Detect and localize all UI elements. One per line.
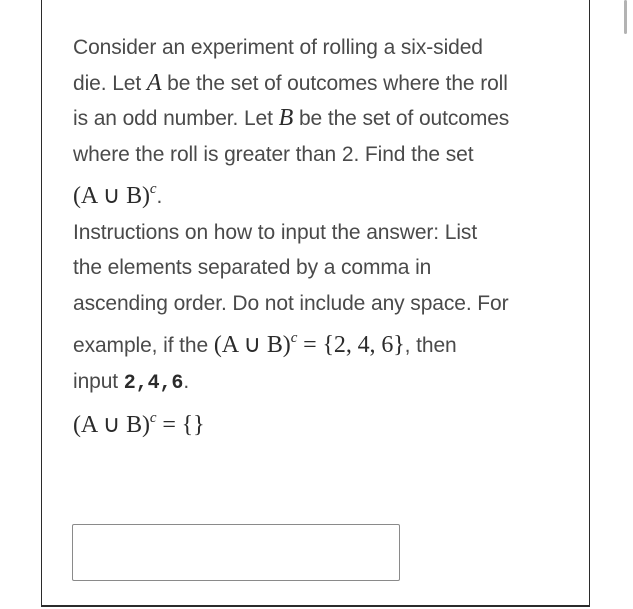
union-expression: (A ∪ B) (73, 183, 150, 209)
question-line-4 (73, 137, 573, 173)
question-line-2 (73, 66, 573, 102)
target-set-expression (73, 183, 156, 209)
example-union-expression: (A ∪ B) (213, 332, 291, 358)
answer-line (73, 401, 573, 444)
instructions-l3: ascending order. Do not include any space. For (73, 291, 509, 315)
question-l2b: be the set of outcomes where the roll (167, 71, 508, 95)
instructions-l5b: . (183, 369, 190, 393)
set-a-letter: A (146, 69, 162, 96)
answer-complement-superscript: c (149, 410, 157, 426)
set-a-symbol (147, 70, 162, 96)
question-l1: Consider an experiment of rolling a six-sided (73, 36, 483, 59)
question-period: . (156, 185, 163, 208)
instructions-l4b: , then (404, 334, 457, 357)
instructions-line-4 (73, 321, 573, 364)
scrollbar[interactable] (624, 0, 627, 34)
complement-superscript: c (149, 181, 157, 197)
example-set-value: = {2, 4, 6} (303, 332, 405, 358)
question-line-3 (73, 101, 573, 137)
question-l2a: die. Let (73, 71, 142, 95)
answer-expression (73, 412, 205, 438)
instructions-l5a: input (73, 369, 119, 393)
question-line-5 (73, 172, 573, 215)
instructions-l1: Instructions on how to input the answer: List (73, 220, 478, 244)
set-b-symbol (279, 105, 294, 131)
example-complement-superscript: c (290, 330, 298, 346)
instructions-line-5 (73, 364, 573, 402)
answer-input[interactable] (72, 524, 400, 581)
example-input-code: 2,4,6 (123, 371, 184, 395)
question-l3b: be the set of outcomes (298, 107, 510, 130)
answer-rhs: = {} (162, 412, 205, 438)
instructions-l4a: example, if the (73, 334, 209, 357)
example-expression (214, 332, 405, 358)
instructions-line-1 (73, 215, 573, 251)
instructions-l2: the elements separated by a comma in (73, 256, 432, 279)
question-line-1 (73, 30, 573, 66)
question-l3a: is an odd number. Let (73, 107, 273, 130)
question-l4: where the roll is greater than 2. Find the set (73, 142, 474, 166)
answer-union-expression: (A ∪ B) (73, 412, 150, 438)
instructions-line-2 (73, 250, 573, 286)
question-text (73, 30, 573, 444)
instructions-line-3 (73, 286, 573, 322)
set-b-letter: B (278, 105, 294, 131)
